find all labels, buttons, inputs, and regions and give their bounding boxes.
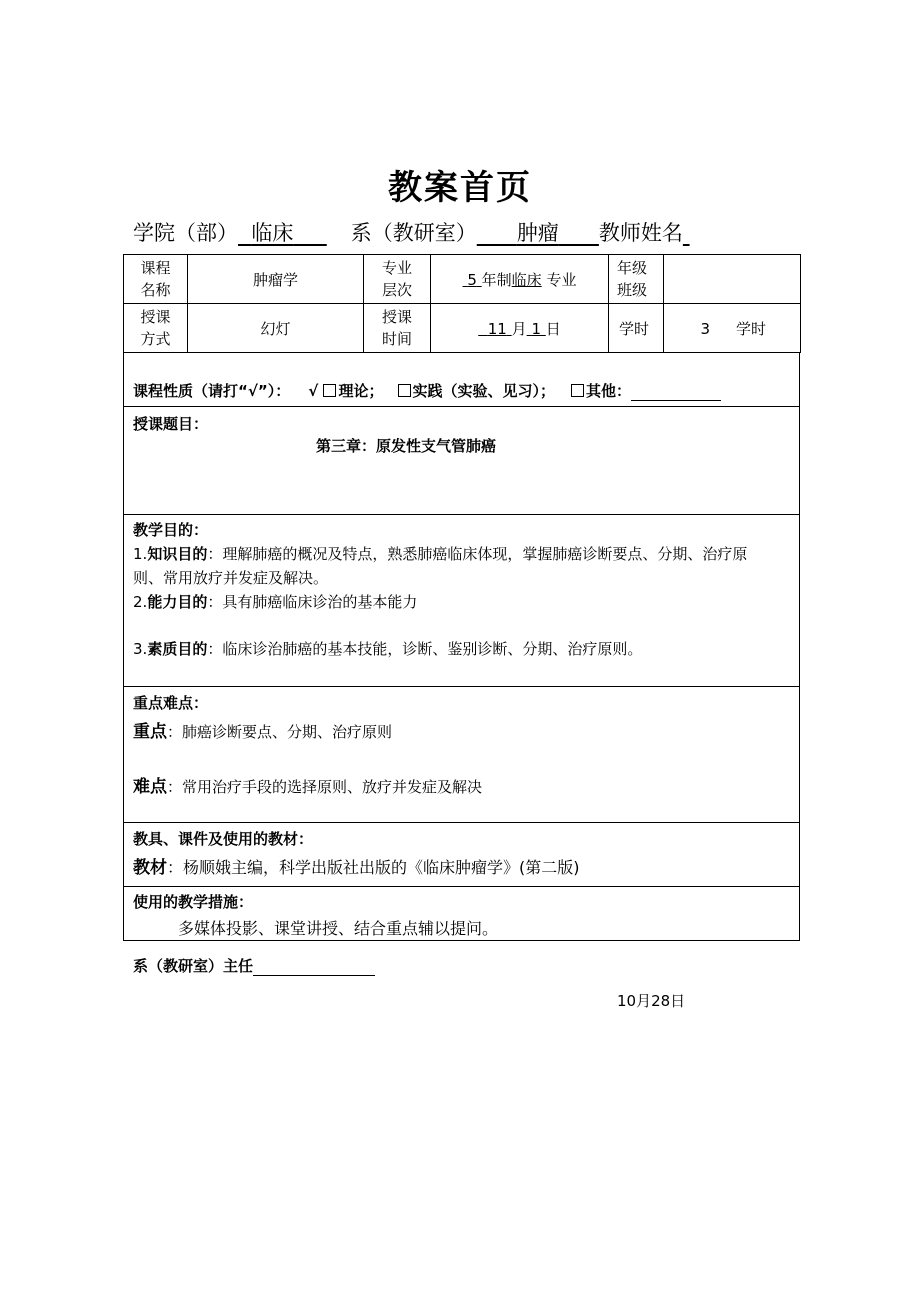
theory-checkbox[interactable] (323, 384, 336, 397)
teacher-label: 教师姓名 (598, 221, 683, 245)
teacher-value (683, 221, 690, 245)
materials-section (123, 823, 800, 887)
key-point: 重点：肺癌诊断要点、分期、治疗原则 (133, 722, 393, 742)
course-nature-line: 课程性质（请打“√”）： √ 理论； 实践（实验、见习）； 其他： (133, 380, 721, 401)
goals-label: 教学目的： (133, 521, 209, 539)
teaching-time-label: 授课时间 (364, 304, 431, 353)
college-value: 临床 (251, 221, 294, 245)
dept-value: 肿瘤 (516, 221, 559, 245)
knowledge-goal-cont: 则、常用放疗并发症及解决。 (133, 569, 329, 587)
course-name-label: 课程名称 (124, 255, 188, 304)
college-label: 学院（部） (133, 221, 238, 245)
quality-goal: 3.素质目的：临床诊治肺癌的基本技能，诊断、鉴别诊断、分期、治疗原则。 (133, 640, 643, 658)
director-blank (253, 961, 375, 976)
measures-label: 使用的教学措施： (133, 893, 254, 911)
course-name-value: 肿瘤学 (188, 255, 364, 304)
measures-text: 多媒体投影、课堂讲授、结合重点辅以提问。 (178, 919, 499, 938)
knowledge-goal: 1.知识目的：理解肺癌的概况及特点，熟悉肺癌临床体现，掌握肺癌诊断要点、分期、治疗原 (133, 545, 748, 563)
course-nature-section (123, 353, 800, 407)
header-line (133, 217, 690, 247)
ability-goal: 2.能力目的：具有肺癌临床诊治的基本能力 (133, 593, 418, 611)
difficult-point: 难点：常用治疗手段的选择原则、放疗并发症及解决 (133, 777, 483, 797)
teaching-method-value: 幻灯 (188, 304, 364, 353)
topic-label: 授课题目： (133, 415, 209, 433)
key-points-section (123, 687, 800, 823)
key-points-label: 重点难点： (133, 694, 209, 712)
major-level-label: 专业层次 (364, 255, 431, 304)
hours-label: 学时 (609, 304, 664, 353)
teaching-time-value: 11 月 1 日 (431, 304, 609, 353)
table-row (124, 255, 801, 304)
grade-class-value (664, 255, 801, 304)
teaching-goals-section (123, 514, 800, 687)
other-blank (631, 386, 721, 401)
table-row (124, 304, 801, 353)
topic-section (123, 406, 800, 515)
hours-value: 3 学时 (664, 304, 801, 353)
course-info-table (123, 254, 801, 353)
director-line: 系（教研室）主任 (133, 955, 375, 976)
measures-section (123, 887, 800, 941)
footer-date: 10月28日 (617, 992, 686, 1010)
other-checkbox[interactable] (571, 384, 584, 397)
page-title: 教案首页 (388, 168, 532, 208)
grade-class-label: 年级班级 (609, 255, 664, 304)
topic-value: 第三章：原发性支气管肺癌 (316, 437, 497, 455)
practice-checkbox[interactable] (398, 384, 411, 397)
dept-label: 系（教研室） (350, 221, 477, 245)
textbook: 教材：杨顺娥主编，科学出版社出版的《临床肿瘤学》(第二版) (133, 858, 580, 878)
materials-label: 教具、课件及使用的教材： (133, 830, 314, 848)
major-level-value: 5 年制临床 专业 (431, 255, 609, 304)
check-mark: √ (308, 382, 319, 400)
teaching-method-label: 授课方式 (124, 304, 188, 353)
